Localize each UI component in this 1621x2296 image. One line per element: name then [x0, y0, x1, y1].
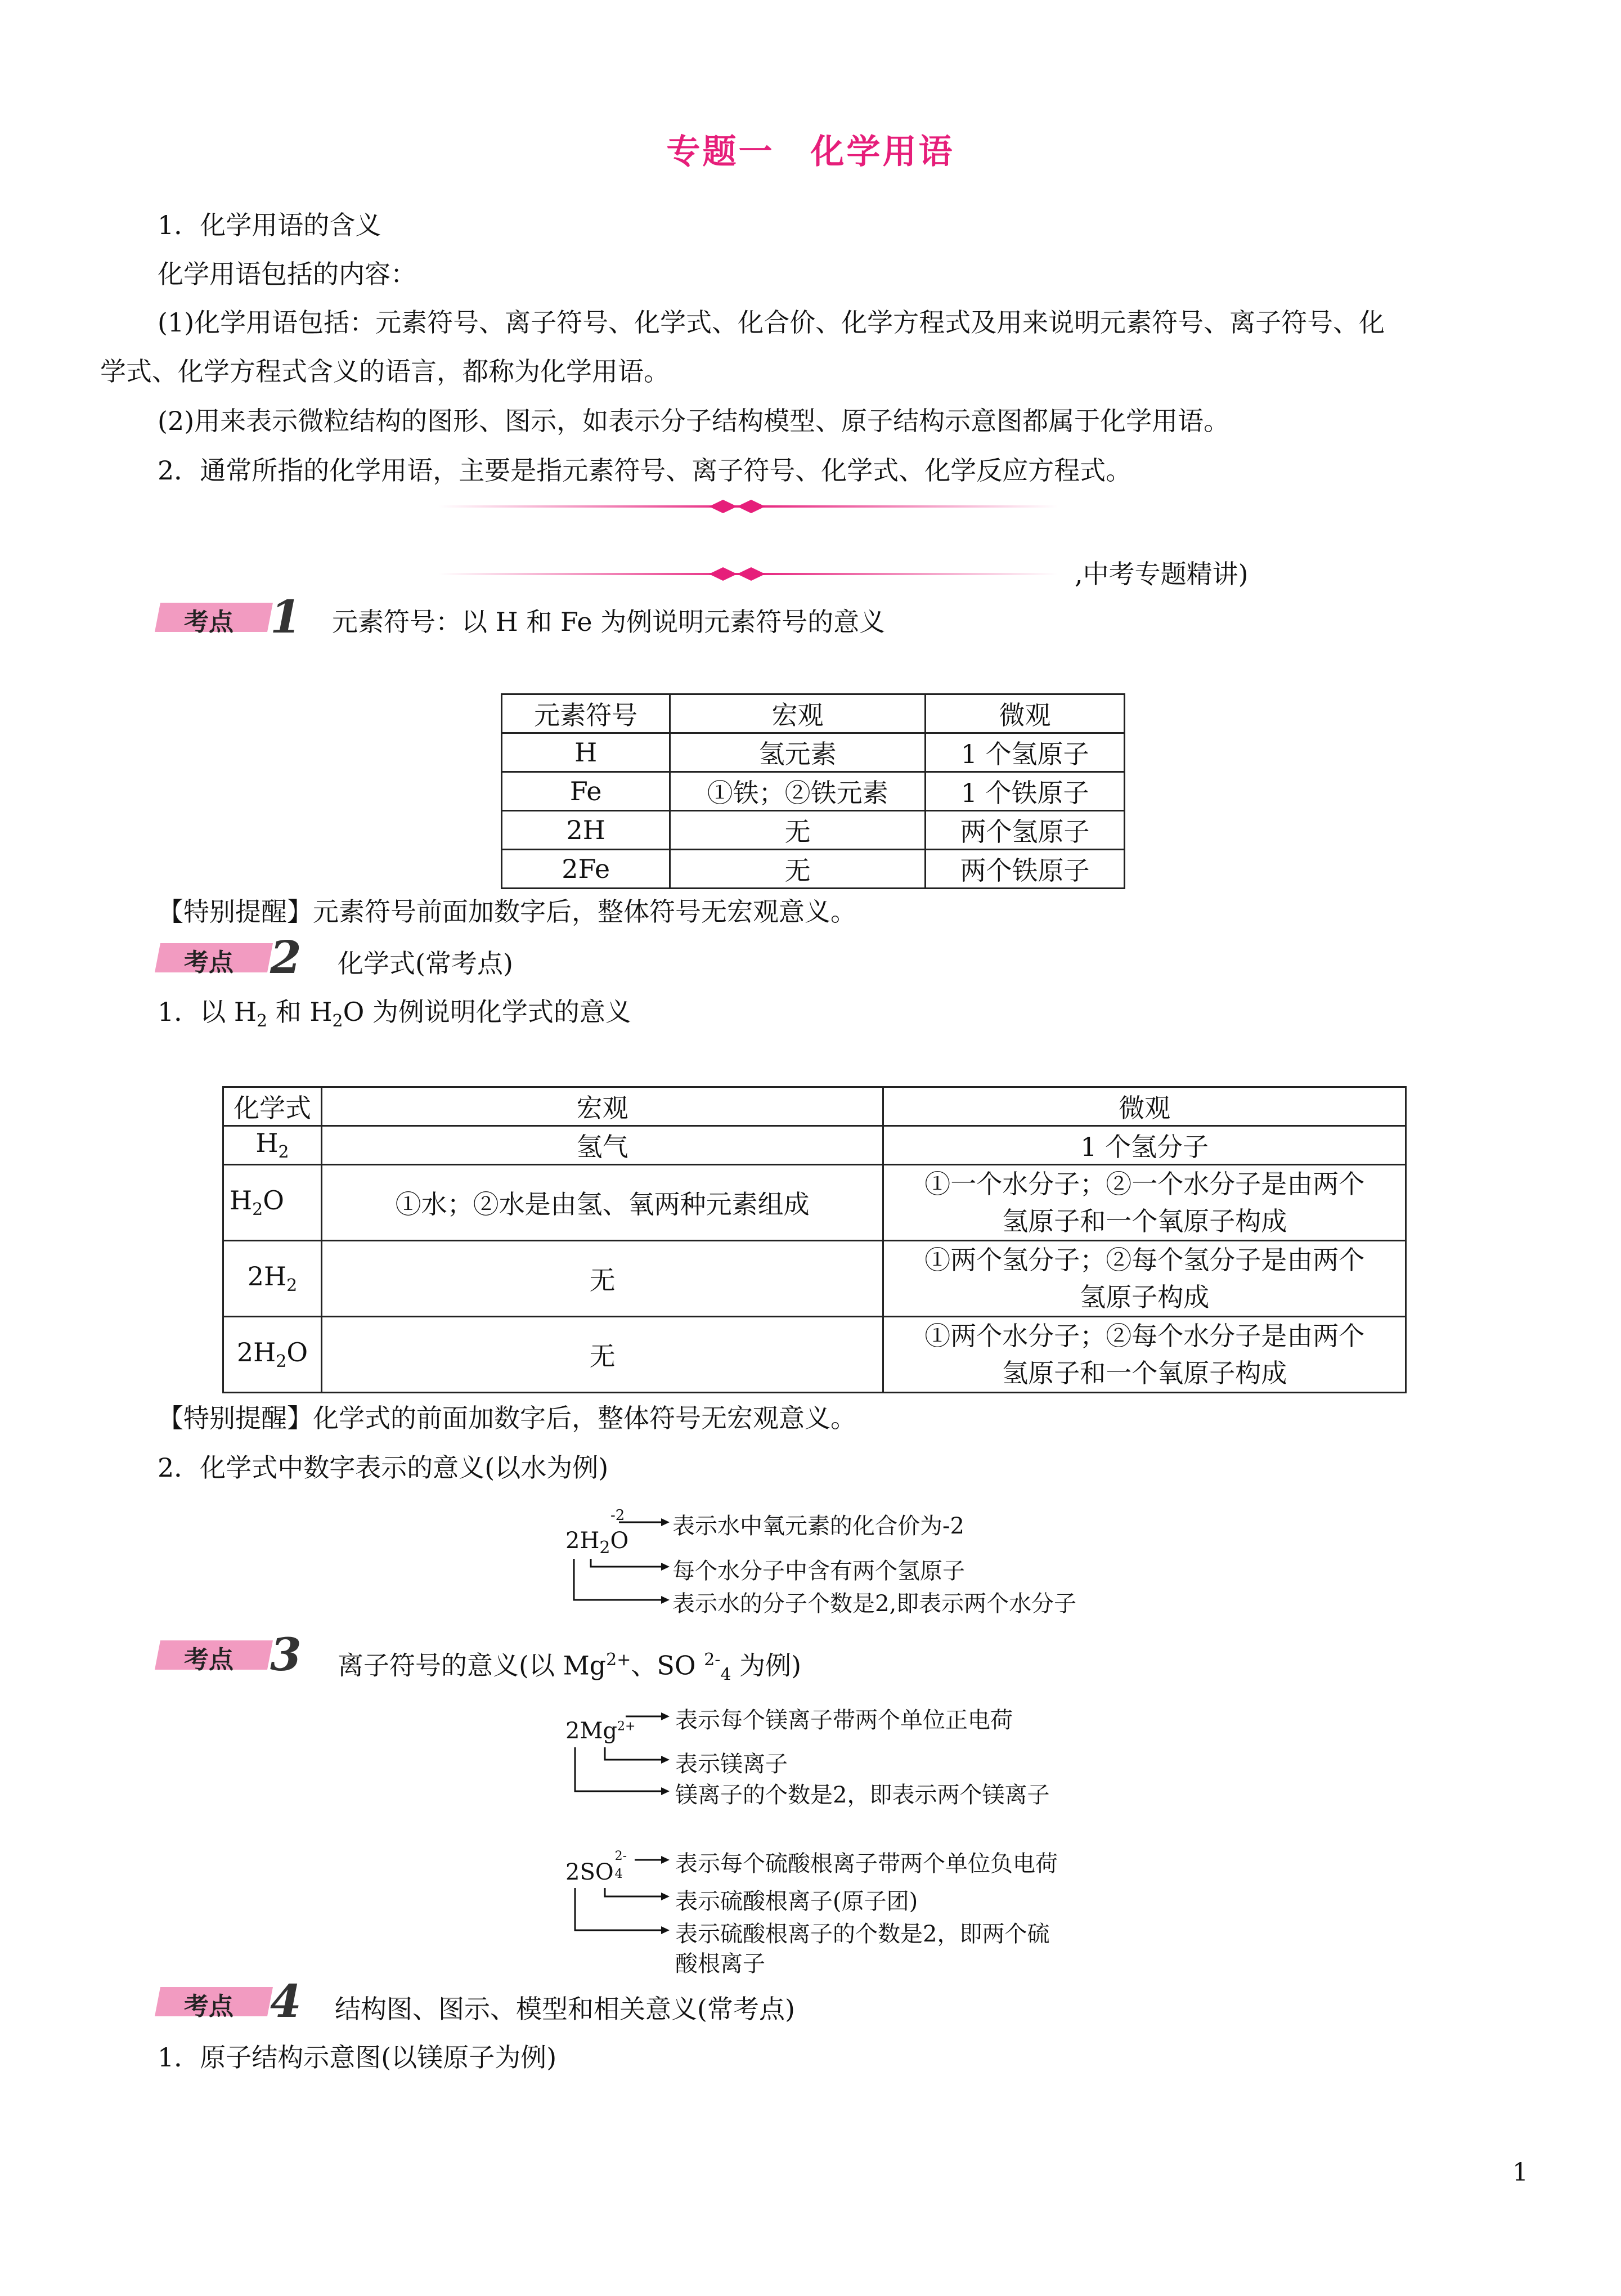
page-number: 1 — [1512, 2158, 1528, 2187]
page-title: 专题一 化学用语 — [666, 132, 955, 172]
diagram-annotation: 表示水中氧元素的化合价为-2 — [672, 1513, 964, 1539]
table-cell: 无 — [321, 1317, 883, 1393]
section-header: ,中考专题精讲) — [1075, 559, 1249, 589]
subheading: 1．原子结构示意图(以镁原子为例) — [158, 2042, 557, 2073]
table-cell: 2Fe — [502, 850, 670, 889]
table-cell: $2H_2O$ — [223, 1317, 322, 1393]
magnesium-ion-diagram — [563, 1697, 1153, 1826]
table-cell: 两个氢原子 — [926, 811, 1125, 850]
table-cell: H — [502, 733, 670, 772]
table-cell: 无 — [670, 811, 926, 850]
kaodian-badge — [155, 1975, 307, 2028]
table-cell: ①一个水分子；②一个水分子是由两个 氢原子和一个氧原子构成 — [883, 1165, 1406, 1241]
kaodian-title: 离子符号的意义(以 $Mg^{2+}$、SO $^{2-}_4$ 为例) — [338, 1650, 802, 1685]
element-symbol-table — [501, 693, 1125, 889]
table-cell: $H_2$ — [223, 1126, 322, 1165]
table-cell: 两个铁原子 — [926, 850, 1125, 889]
kaodian-title: 结构图、图示、模型和相关意义(常考点) — [335, 1994, 795, 2024]
table-cell: 1 个铁原子 — [926, 772, 1125, 811]
decorative-divider — [439, 495, 1058, 518]
table-cell: ①水；②水是由氢、氧两种元素组成 — [321, 1165, 883, 1241]
diagram-annotation: 镁离子的个数是2，即表示两个镁离子 — [675, 1782, 1050, 1808]
diagram-annotation: 表示水的分子个数是2,即表示两个水分子 — [672, 1591, 1077, 1617]
table-cell: Fe — [502, 772, 670, 811]
badge-label: 考点 — [184, 948, 234, 977]
table-header: 微观 — [926, 694, 1125, 733]
table-cell: 氢元素 — [670, 733, 926, 772]
intro-line: 学式、化学方程式含义的语言，都称为化学用语。 — [100, 356, 670, 387]
table-header: 宏观 — [321, 1087, 883, 1126]
diagram-annotation: 每个水分子中含有两个氢原子 — [672, 1558, 965, 1584]
diagram-annotation: 表示镁离子 — [675, 1751, 788, 1777]
kaodian-badge — [155, 590, 307, 643]
table-cell: ①两个水分子；②每个水分子是由两个 氢原子和一个氧原子构成 — [883, 1317, 1406, 1393]
diagram-annotation: 酸根离子 — [675, 1951, 765, 1977]
kaodian-badge — [155, 1628, 307, 1681]
table-cell: $H_2O$ — [223, 1165, 322, 1241]
badge-number: 1 — [270, 590, 302, 643]
chemical-formula-table — [222, 1086, 1407, 1393]
intro-line: 1．化学用语的含义 — [158, 210, 381, 240]
subheading: 2．化学式中数字表示的意义(以水为例) — [158, 1452, 609, 1483]
badge-number: 2 — [270, 931, 302, 984]
water-formula-diagram — [563, 1497, 1125, 1632]
badge-label: 考点 — [184, 608, 234, 636]
table-header: 元素符号 — [502, 694, 670, 733]
badge-number: 4 — [270, 1975, 302, 2028]
table-header: 化学式 — [223, 1087, 322, 1126]
table-header: 宏观 — [670, 694, 926, 733]
diagram-annotation: 表示每个镁离子带两个单位正电荷 — [675, 1707, 1013, 1733]
bracket-arrows — [563, 1840, 686, 1981]
table-header: 微观 — [883, 1087, 1406, 1126]
bracket-arrows — [563, 1697, 686, 1826]
badge-label: 考点 — [184, 1992, 234, 2021]
kaodian-title: 化学式(常考点) — [338, 948, 513, 979]
kaodian-badge — [155, 931, 307, 984]
kaodian-title: 元素符号：以 H 和 Fe 为例说明元素符号的意义 — [332, 607, 886, 637]
table-cell: ①两个氢分子；②每个氢分子是由两个 氢原子构成 — [883, 1241, 1406, 1317]
diagram-formula: 2SO 2- 4 — [565, 1849, 627, 1885]
table-cell: 无 — [321, 1241, 883, 1317]
diagram-annotation: 表示每个硫酸根离子带两个单位负电荷 — [675, 1851, 1058, 1877]
intro-line: (2)用来表示微粒结构的图形、图示，如表示分子结构模型、原子结构示意图都属于化学用语。 — [158, 406, 1230, 436]
diagram-annotation: 表示硫酸根离子的个数是2，即两个硫 — [675, 1921, 1050, 1947]
special-note: 【特别提醒】元素符号前面加数字后，整体符号无宏观意义。 — [158, 896, 856, 927]
table-cell: ①铁；②铁元素 — [670, 772, 926, 811]
table-cell: 1 个氢原子 — [926, 733, 1125, 772]
badge-label: 考点 — [184, 1645, 234, 1674]
table-cell: 无 — [670, 850, 926, 889]
intro-line: (1)化学用语包括：元素符号、离子符号、化学式、化合价、化学方程式及用来说明元素符号、离子符号、化 — [158, 307, 1385, 338]
bracket-arrows — [563, 1497, 675, 1632]
valence-mark: -2 — [610, 1507, 625, 1524]
sulfate-ion-diagram — [563, 1840, 1153, 1981]
subheading: 1．以 $H_2$ 和 $H_2O$ 为例说明化学式的意义 — [158, 997, 631, 1032]
table-cell: 2H — [502, 811, 670, 850]
badge-number: 3 — [270, 1628, 302, 1681]
table-cell: $2H_2$ — [223, 1241, 322, 1317]
diagram-annotation: 表示硫酸根离子(原子团) — [675, 1889, 918, 1914]
table-cell: 1 个氢分子 — [883, 1126, 1406, 1165]
diagram-formula: $2H_2O$ — [565, 1528, 629, 1558]
table-cell: 氢气 — [321, 1126, 883, 1165]
intro-line: 化学用语包括的内容： — [158, 259, 416, 289]
diagram-formula: $2Mg^{2+}$ — [565, 1718, 636, 1744]
intro-line: 2．通常所指的化学用语，主要是指元素符号、离子符号、化学式、化学反应方程式。 — [158, 455, 1132, 486]
special-note: 【特别提醒】化学式的前面加数字后，整体符号无宏观意义。 — [158, 1403, 856, 1433]
decorative-divider — [439, 563, 1058, 585]
